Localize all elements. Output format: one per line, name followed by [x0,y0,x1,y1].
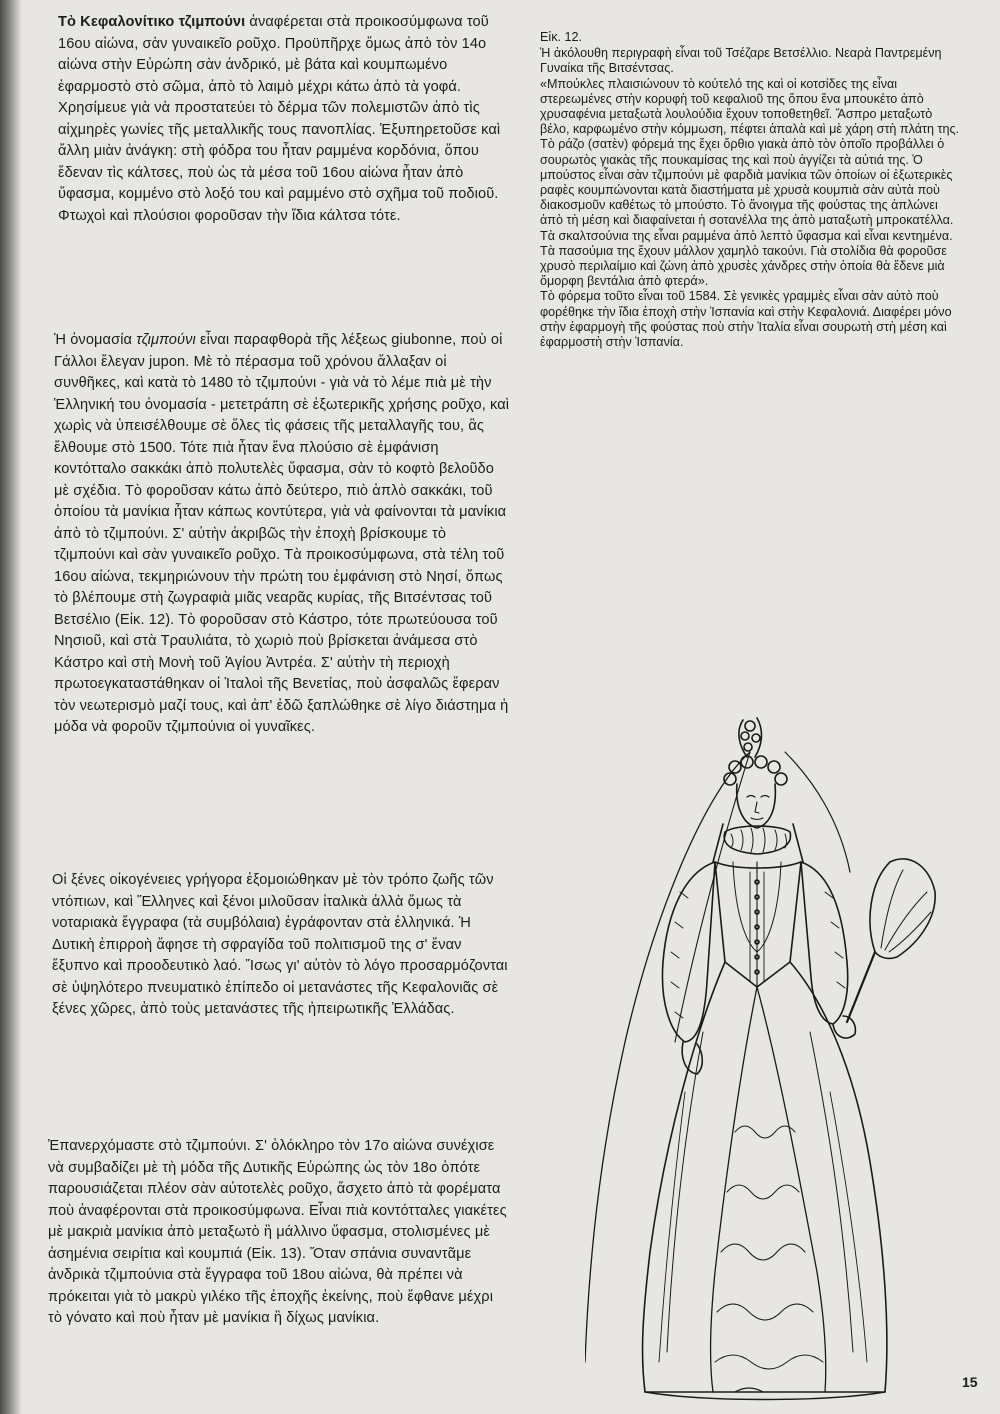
caption-quote: «Μπούκλες πλαισιώνουν τὸ κούτελό της καὶ οἱ κοτσίδες της εἶναι στερεωμένες στὴν κορυφὴ τοῦ κεφαλιοῦ της ὅπου ἕνα μπουκέτο ἀπὸ χρυσαφένια μεταξωτὰ λουλούδια ἔχουν τοποθετηθεῖ. Ἄσπρο μεταξωτὸ βέλο, καρφωμένο στὴν κόμμωση, πέφτει ἁπαλὰ καὶ μὲ χάρη στὴ πλάτη της. Τὸ ράζο (σατὲν) φόρεμά της ἔχει ὄρθιο γιακὰ ἀπὸ τὸν ὁποῖο προβάλλει ὁ σουρωτὸς γιακὰς τῆς πουκαμίσας της καὶ ποὺ ἀγγίζει τὰ αὐτιά της. Ὁ μπούστος εἶναι σὰν τζιμπούνι μὲ φαρδιὰ μανίκια τῶν ὁποίων οἱ ἐξωτερικὲς ραφὲς κουμπώνονται κατὰ διαστήματα μὲ χρυσὰ κουμπιὰ σὰν αὐτὰ ποὺ διακοσμοῦν καθέτως τὸ μπούστο. Τὸ ἄνοιγμα τῆς φούστας της ἁπλώνει ἀπὸ τὴ μέση καὶ διαφαίνεται ἡ σοτανέλλα της ἀπὸ ματαξωτὴ μπροκατέλλα. Τὰ σκαλτσούνια της εἶναι ραμμένα ἀπὸ λεπτὸ ὕφασμα καὶ εἶναι κεντημένα. Τὰ πασούμια της ἔχουν μάλλον χαμηλὸ τακούνι. Γιὰ στολίδια θὰ φοροῦσε χρυσὸ περιλαίμιο καὶ ζώνη ἀπὸ χρυσὲς χάνδρες στὴν ὁποία θὰ ἔδενε μιὰ ὄμορφη βεντάλια ἀπὸ φτερά». [540,76,960,289]
paragraph-2 [54,330,510,739]
caption-intro: Ἡ ἀκόλουθη περιγραφὴ εἶναι τοῦ Τσέζαρε Βετσέλλιο. Νεαρὰ Παντρεμένη Γυναίκα τῆς Βιτσέντσας. [540,46,942,76]
page-number: 15 [962,1374,978,1390]
paragraph-3: Οἱ ξένες οἰκογένειες γρήγορα ἐξομοιώθηκαν μὲ τὸν τρόπο ζωῆς τῶν ντόπιων, καὶ Ἕλληνες καὶ ξένοι μιλοῦσαν ἰταλικὰ ἀλλὰ ὅμως τὰ νοταριακὰ ἔγγραφα (τὰ συμβόλαια) ἐγράφονταν στὰ ἑλληνικά. Ἡ Δυτικὴ ἐπιρροὴ ἄφησε τὴ σφραγίδα τοῦ πολιτισμοῦ της σ' ἕναν ἔξυπνο καὶ προοδευτικὸ λαό. Ἴσως γι' αὐτὸν τὸ λόγο προσαρμόζονται σὲ ὑψηλότερο πνευματικὸ ἐπίπεδο οἱ μετανάστες τῆς Κεφαλονιᾶς σὲ ξένες χῶρες, ἀπὸ τοὺς μετανάστες τῆς ἠπειρωτικῆς Ἑλλάδας. [52,872,508,1017]
woman-in-1584-dress-drawing [585,712,975,1402]
paragraph-2-pre: Ἡ ὀνομασία [54,332,137,348]
paragraph-1-lead: Τὸ Κεφαλονίτικο τζιμπούνι [58,14,246,30]
caption-closing: Τὸ φόρεμα τοῦτο εἶναι τοῦ 1584. Σὲ γενικὲς γραμμὲς εἶναι σὰν αὐτὸ ποὺ φορέθηκε τὴν ἴδια ἐποχὴ στὴν Ἱσπανία καὶ στὴν Κεφαλονιά. Διαφέρει μόνο στὴν ἐφαρμογὴ τῆς φούστας ποὺ στὴν Ἰταλία εἶναι σουρωτὴ στὴ μέση καὶ ἐφαρμοστὴ στὴν Ἱσπανία. [540,289,952,350]
paragraph-4: Ἐπανερχόμαστε στὸ τζιμπούνι. Σ' ὁλόκληρο τὸν 17ο αἰώνα συνέχισε νὰ συμβαδίζει μὲ τὴ μόδα τῆς Δυτικῆς Εὐρώπης ὡς τὸν 18ο ὁπότε παρουσιάζεται πλέον σὰν αὐτοτελὲς ροῦχο, ἄσχετο ἀπὸ τὰ φορέματα ποὺ ἀναφέρονται στὰ προικοσύμφωνα. Εἶναι πιὰ κοντότταλες γιακέτες μὲ μακριὰ μανίκια ἀπὸ μεταξωτὸ ἢ μάλλινο ὕφασμα, στολισμένες μὲ ἀσημένια σειρίτια καὶ κουμπιά (Εἰκ. 13). Ὅταν σπάνια συναντᾶμε ἀνδρικὰ τζιμπούνια στὰ ἔγγραφα τοῦ 18ου αἰώνα, θὰ πρέπει νὰ πρόκειται γιὰ τὸ μακρὺ γιλέκο τῆς ἐποχῆς ἐκείνης, ποὺ ἔφθανε μέχρι τὸ γόνατο καὶ ποὺ ἦταν μὲ μανίκια ἢ δίχως μανίκια. [48,1138,507,1326]
right-caption-column [540,30,960,350]
paragraph-2-text: εἶναι παραφθορὰ τῆς λέξεως giubonne, ποὺ οἱ Γάλλοι ἔλεγαν jupon. Μὲ τὸ πέρασμα τοῦ χρόνου ἄλλαξαν οἱ συνθῆκες, καὶ κατὰ τὸ 1480 τὸ τζιμπούνι - γιὰ νὰ τὸ λέμε πιὰ μὲ τὴν Ἑλληνική του ὀνομασία - μετετράπη σὲ ἐξωτερικῆς χρήσης ροῦχο, καὶ χωρὶς νὰ ὑπεισέλθουμε σὲ ὅλες τὶς φάσεις τῆς μεταλλαγῆς του, ἂς ἔλθουμε στὸ 1500. Τότε πιὰ ἦταν ἕνα πλούσιο σὲ ἐμφάνιση κοντότταλο σακκάκι ἀπὸ πολυτελὲς ὕφασμα, σὰν τὸ κοφτὸ βελοῦδο μὲ σχέδια. Τὸ φοροῦσαν κάτω ἀπὸ δεύτερο, πιὸ ἁπλὸ σακκάκι, τοῦ ὁποίου τὰ μανίκια ἦταν κάπως κοντύτερα, γιὰ νὰ φαίνονται τὰ μανίκια ἀπὸ τὸ τζιμπούνι. Σ' αὐτὴν ἀκριβῶς τὴν ἐποχὴ βρίσκουμε τὸ τζιμπούνι καὶ σὰν γυναικεῖο ροῦχο. Τὰ προικοσύμφωνα, στὰ τέλη τοῦ 16ου αἰώνα, τεκμηριώνουν τὴν πρώτη του ἐμφάνιση στὸ Νησί, ὅπως τὸ βλέπουμε στὴ ζωγραφιὰ μιᾶς νεαρᾶς κυρίας, τῆς Βιτσέντσας τοῦ Βετσέλιο (Εἰκ. 12). Τὸ φοροῦσαν στὸ Κάστρο, τότε πρωτεύουσα τοῦ Νησιοῦ, καὶ στὰ Τραυλιάτα, τὸ χωριὸ ποὺ βρίσκεται ἀνάμεσα στὸ Κάστρο καὶ στὴ Μονὴ τοῦ Ἁγίου Ἀντρέα. Σ' αὐτὴν τὴ περιοχὴ πρωτοεγκαταστάθηκαν οἱ Ἰταλοὶ τῆς Βενετίας, ποὺ ἀσφαλῶς ἔφεραν τὸν νεωτερισμὸ μαζί τους, καὶ ἀπ' ἐδῶ ξαπλώθηκε σὲ λίγο διάστημα ἡ μόδα νὰ φοροῦν τζιμπούνια οἱ γυναῖκες. [54,332,510,735]
book-spine-shadow [0,0,22,1414]
costume-illustration [585,712,975,1402]
paragraph-1-text: ἀναφέρεται στὰ προικοσύμφωνα τοῦ 16ου αἰώνα, σὰν γυναικεῖο ροῦχο. Προϋπῆρχε ὅμως ἀπὸ τὸν 14ο αἰώνα στὴν Εὐρώπη σὰν ἀνδρικό, μὲ βάτα καὶ κουμπωμένο ἐφαρμοστὸ στὸ σῶμα, ἀπὸ τὸ λαιμὸ μέχρι κάτω ἀπὸ τὰ γοφά. Χρησίμευε γιὰ νὰ προστατεύει τὸ δέρμα τῶν πολεμιστῶν ἀπὸ τὶς αἰχμηρὲς γωνίες τῆς μεταλλικῆς τους πανοπλίας. Ἐξυπηρετοῦσε καὶ ἄλλη μιὰν ἀνάγκη: στὴ φόδρα του ἦταν ραμμένα κορδόνια, ὅπου ἔδεναν τὶς κάλτσες, ποὺ ὡς τὰ μέσα τοῦ 16ου αἰώνα ἦταν ἀπὸ ὕφασμα, κομμένο στὸ λοξό του καὶ ραμμένο στὸ σχῆμα τοῦ ποδιοῦ. Φτωχοὶ καὶ πλούσιοι φοροῦσαν τὴν ἴδια κάλτσα τότε. [58,14,501,224]
figure-label: Εἰκ. 12. [540,30,582,44]
paragraph-1 [58,12,510,227]
paragraph-2-italic-term: τζιμπούνι [136,332,196,348]
